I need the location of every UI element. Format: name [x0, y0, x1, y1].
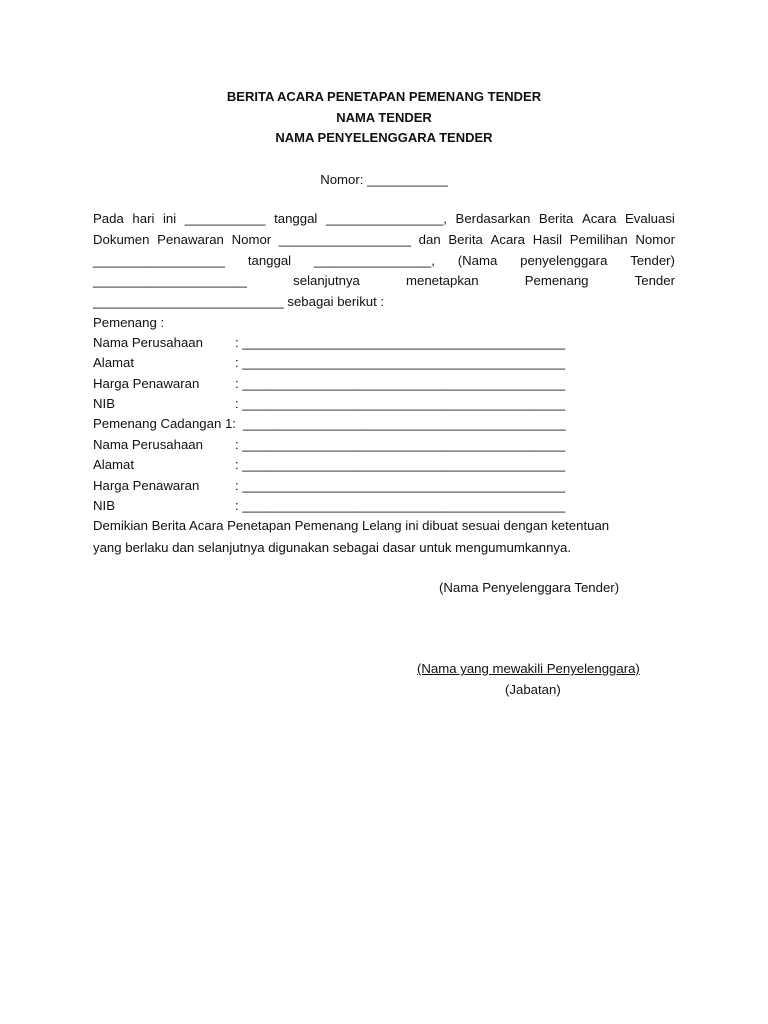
word: Acara [490, 232, 526, 247]
blank-field: ________________, [325, 211, 447, 226]
word: hari [132, 211, 155, 226]
word: Dokumen [93, 232, 150, 247]
signature-organizer: (Nama Penyelenggara Tender) [439, 580, 620, 595]
blank-field: __________________ [278, 232, 411, 247]
reserve-company-label: Nama Perusahaan [93, 437, 203, 452]
word: menetapkan [406, 273, 479, 288]
paragraph-line-3 [93, 253, 675, 268]
winner-heading: Pemenang : [93, 315, 165, 330]
word: Tender) [630, 253, 675, 268]
winner-nib-field: : ____________________________________________ [235, 396, 566, 411]
word: ini [163, 211, 177, 226]
word: Pemilihan [569, 232, 628, 247]
blank-field: _____________________ [93, 273, 248, 288]
winner-price-label: Harga Penawaran [93, 376, 200, 391]
winner-price-field: : ____________________________________________ [235, 376, 566, 391]
signature-representative-name: (Nama yang mewakili Penyelenggara) [417, 661, 640, 676]
nomor-line: Nomor: ___________ [320, 172, 448, 187]
winner-address-field: : ____________________________________________ [235, 355, 566, 370]
winner-company-label: Nama Perusahaan [93, 335, 203, 350]
blank-field: ___________ [184, 211, 266, 226]
closing-line-2: yang berlaku dan selanjutnya digunakan sebagai dasar untuk mengumumkannya. [93, 540, 572, 555]
reserve-price-label: Harga Penawaran [93, 478, 200, 493]
blank-field: ________________, [313, 253, 435, 268]
word: Berita [538, 211, 574, 226]
word: Pemenang [524, 273, 589, 288]
signature-position: (Jabatan) [505, 682, 561, 697]
paragraph-line-5: __________________________ sebagai berikut : [93, 294, 385, 309]
paragraph-line-1 [93, 211, 675, 226]
word: Pada [93, 211, 124, 226]
word: Evaluasi [625, 211, 675, 226]
word: Nomor [635, 232, 675, 247]
reserve-address-field: : ____________________________________________ [235, 457, 566, 472]
reserve-company-field: : ____________________________________________ [235, 437, 566, 452]
closing-line-1: Demikian Berita Acara Penetapan Pemenang Lelang ini dibuat sesuai dengan ketentuan [93, 518, 610, 533]
word: (Nama [457, 253, 498, 268]
reserve-winner-heading-field: ____________________________________________ [243, 416, 566, 431]
paragraph-line-4 [93, 273, 675, 288]
paragraph-line-2 [93, 232, 675, 247]
word: tanggal [247, 253, 292, 268]
organizer-heading: NAMA PENYELENGGARA TENDER [275, 130, 493, 145]
reserve-address-label: Alamat [93, 457, 135, 472]
word: Berdasarkan [455, 211, 531, 226]
reserve-winner-heading: Pemenang Cadangan 1: [93, 416, 236, 431]
winner-nib-label: NIB [93, 396, 115, 411]
word: Berita [448, 232, 483, 247]
word: selanjutnya [293, 273, 360, 288]
reserve-price-field: : ____________________________________________ [235, 478, 566, 493]
reserve-nib-label: NIB [93, 498, 115, 513]
winner-company-field: : ____________________________________________ [235, 335, 566, 350]
word: Hasil [532, 232, 563, 247]
word: dan [418, 232, 441, 247]
document-title: BERITA ACARA PENETAPAN PEMENANG TENDER [226, 89, 542, 104]
word: Acara [581, 211, 617, 226]
word: Nomor [231, 232, 272, 247]
reserve-nib-field: : ____________________________________________ [235, 498, 566, 513]
word: Penawaran [157, 232, 224, 247]
word: tanggal [274, 211, 318, 226]
winner-address-label: Alamat [93, 355, 135, 370]
tender-name-heading: NAMA TENDER [336, 110, 432, 125]
blank-field: __________________ [93, 253, 226, 268]
word: Tender [634, 273, 675, 288]
word: penyelenggara [520, 253, 608, 268]
